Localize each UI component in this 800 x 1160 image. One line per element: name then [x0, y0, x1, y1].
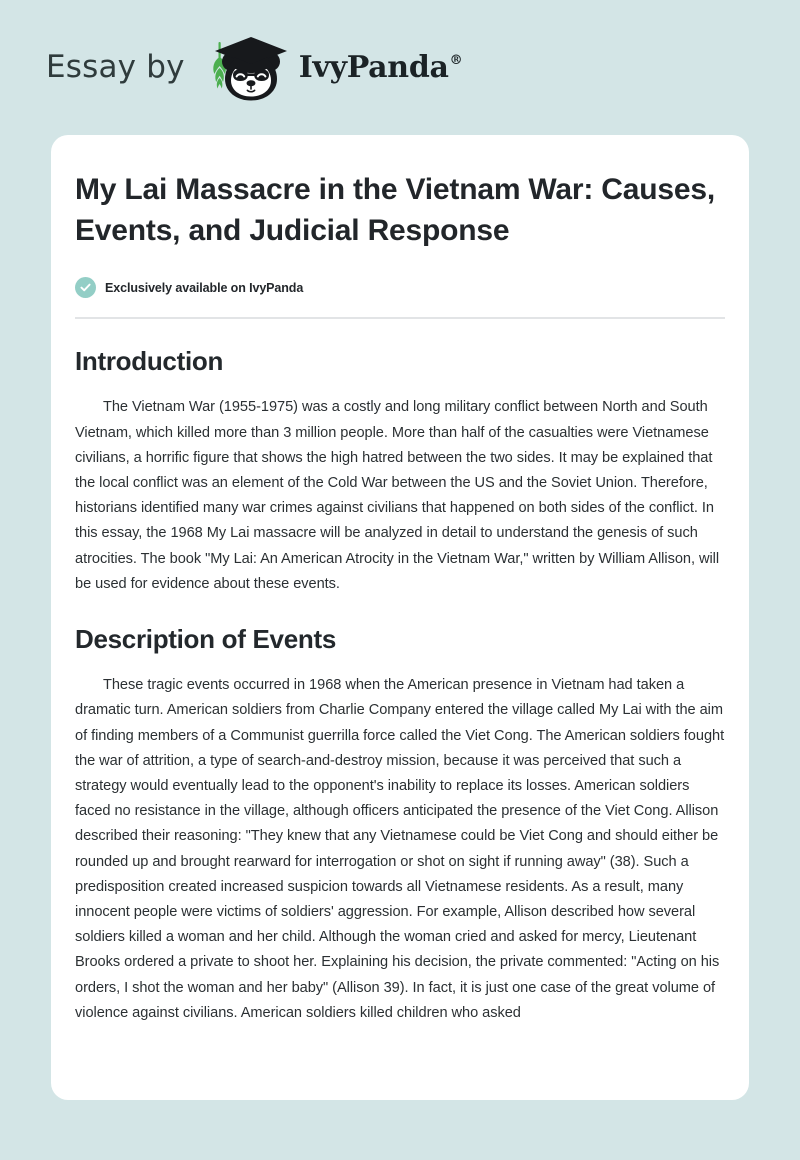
section-heading-introduction: Introduction [75, 346, 224, 377]
brand-name-text: IvyPanda [298, 49, 449, 85]
exclusivity-badge [75, 277, 725, 298]
brand-lockup[interactable] [46, 35, 462, 101]
title-divider [75, 317, 725, 319]
essay-card [51, 135, 749, 1100]
section-paragraph-description-of-events: These tragic events occurred in 1968 when the American presence in Vietnam had taken a dramatic turn. American soldiers from Charlie Company entered the village called My Lai with the aim of finding members of a Communist guerrilla force called the Viet Cong. The American soldiers fought the war of attrition, a type of search-and-destroy mission, because it was perceived that such a strategy would eventually lead to the opponent's inability to replace its losses. American soldiers faced no resistance in the village, although officers anticipated the presence of the Viet Cong. Allison described their reasoning: "They knew that any Vietnamese could be Viet Cong and should either be rounded up and brought rearward for interrogation or shot on sight if running away" (38). Such a predisposition created increased suspicion towards all Vietnamese residents. As a result, many innocent people were victims of soldiers' aggression. For example, Allison described how several soldiers killed a woman and her child. Although the woman cried and asked for mercy, Lieutenant Brooks ordered a private to shoot her. Explaining his decision, the private commented: "Acting on his orders, I shot the woman and her baby" (Allison 39). In fact, it is just one case of the great volume of violence against civilians. American soldiers killed children who asked [75, 677, 725, 1021]
page-title: My Lai Massacre in the Vietnam War: Causes, Events, and Judicial Response [75, 173, 715, 248]
registered-trademark-icon: ® [449, 52, 463, 68]
ivypanda-wordmark [298, 49, 463, 85]
site-header [0, 0, 800, 135]
exclusivity-badge-label: Exclusively available on IvyPanda [105, 280, 304, 295]
check-circle-icon [75, 277, 96, 298]
essay-by-label: Essay by [46, 49, 185, 85]
section-heading-description-of-events: Description of Events [75, 624, 336, 654]
section-paragraph-introduction: The Vietnam War (1955-1975) was a costly and long military conflict between North and South Vietnam, which killed more than 3 million people. More than half of the casualties were Vietnamese civilians, a horrific figure that shows the high hatred between the two sides. It may be explained that the local conflict was an element of the Cold War between the US and the Soviet Union. Therefore, historians identified many war crimes against civilians that happened on both sides of the conflict. In this essay, the 1968 My Lai massacre will be analyzed in detail to understand the genesis of such atrocities. The book "My Lai: An American Atrocity in the Vietnam War," written by William Allison, will be used for evidence about these events. [75, 399, 720, 592]
panda-graduate-logo [199, 35, 289, 101]
